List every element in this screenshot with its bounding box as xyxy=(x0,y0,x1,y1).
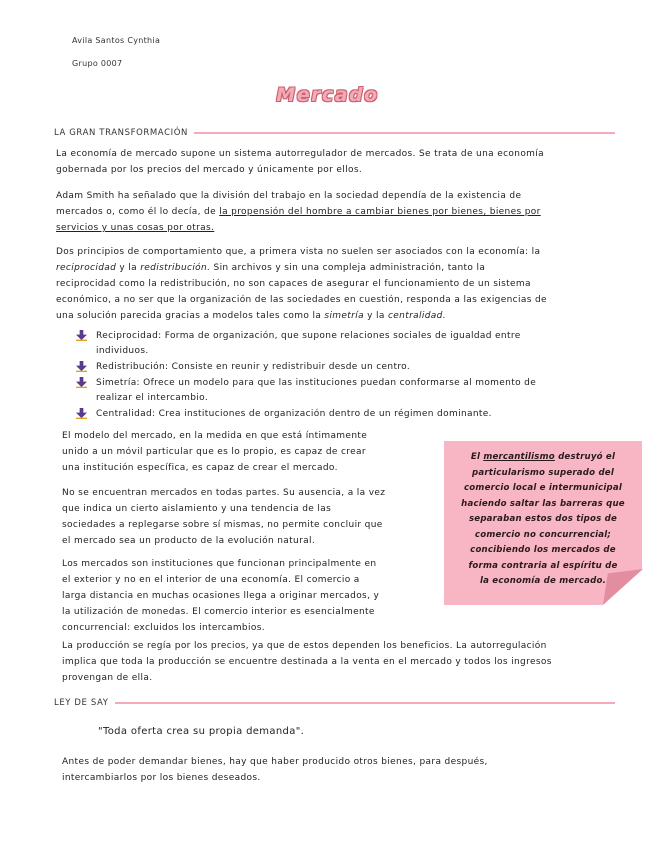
principles-list xyxy=(76,329,596,423)
text-line: el exterior y no en el interior de una economía. El comercio a xyxy=(62,575,360,585)
text-line: Adam Smith ha señalado que la división del trabajo en la sociedad dependía de la existencia de xyxy=(56,191,522,201)
say-quote: "Toda oferta crea su propia demanda". xyxy=(98,726,305,737)
text-line: la utilización de monedas. El comercio interior es esencialmente xyxy=(62,607,375,617)
section-heading-ley-de-say xyxy=(54,698,615,708)
text-line: particularismo superado del xyxy=(472,467,614,478)
section-label: LA GRAN TRANSFORMACIÓN xyxy=(54,128,188,138)
text-line: concurrencial: excluidos los intercambios. xyxy=(62,623,265,633)
underlined-term: mercantilismo xyxy=(483,452,555,462)
text-line: No se encuentran mercados en todas partes. Su ausencia, a la vez xyxy=(62,488,386,498)
group-number: Grupo 0007 xyxy=(72,59,123,68)
text-line: Los mercados son instituciones que funcionan principalmente en xyxy=(62,559,377,569)
text-line: haciendo saltar las barreras que xyxy=(461,498,625,509)
text-line: implica que toda la producción se encuentre destinada a la venta en el mercado y todos los ingresos xyxy=(62,657,552,667)
italic-term: simetría xyxy=(324,311,364,321)
section-divider xyxy=(194,132,615,134)
text-line: Dos principios de comportamiento que, a primera vista no suelen ser asociados con la economía: la xyxy=(56,247,541,257)
arrow-down-bullet-icon xyxy=(76,377,87,388)
section-label: LEY DE SAY xyxy=(54,698,109,708)
list-text: realizar el intercambio. xyxy=(96,393,209,403)
section-divider xyxy=(115,702,615,704)
paragraph-adam-smith xyxy=(56,188,626,236)
list-item-simetria xyxy=(76,376,596,406)
paragraph-economia-mercado xyxy=(56,146,626,178)
list-item-reciprocidad xyxy=(76,329,596,359)
list-text: Redistribución: Consiste en reunir y redistribuir desde un centro. xyxy=(96,362,411,372)
text-line: comercio no concurrencial; xyxy=(474,529,612,540)
text-line xyxy=(448,450,638,466)
text-line: comercio local e intermunicipal xyxy=(464,483,622,493)
text-line xyxy=(56,204,626,220)
list-text: individuos. xyxy=(96,346,149,356)
text-span: destruyó el xyxy=(554,452,616,462)
text-line: provengan de ella. xyxy=(62,673,153,683)
text-span: El xyxy=(470,452,484,462)
sticky-note-text xyxy=(448,450,638,590)
paragraph-ley-say xyxy=(62,754,632,786)
text-line: unido a un móvil particular que es lo propio, es capaz de crear xyxy=(62,447,366,457)
text-line: El modelo del mercado, en la medida en que está íntimamente xyxy=(62,431,368,441)
underlined-quote: servicios y unas cosas por otras. xyxy=(56,223,215,233)
paragraph-instituciones xyxy=(62,556,442,636)
text-line: reciprocidad como la redistribución, no son capaces de asegurar el funcionamiento de un sistema xyxy=(56,279,531,289)
paragraph-modelo-mercado xyxy=(62,428,442,476)
text-span: mercados o, como él lo decía, de xyxy=(56,207,220,217)
text-line: La producción se regía por los precios, ya que de estos dependen los beneficios. La autorregulación xyxy=(62,641,547,651)
text-line xyxy=(56,260,631,276)
text-line: forma contraria al espíritu de xyxy=(468,560,618,571)
italic-term: centralidad. xyxy=(387,311,446,321)
text-line: concibiendo los mercados de xyxy=(470,545,616,555)
list-item-redistribucion xyxy=(76,360,596,375)
underlined-quote: la propensión del hombre a cambiar bienes por bienes, bienes por xyxy=(219,207,541,217)
italic-term: reciprocidad xyxy=(56,263,117,273)
italic-term: redistribución. xyxy=(140,263,211,273)
text-line: una institución específica, es capaz de crear el mercado. xyxy=(62,463,338,473)
text-line xyxy=(56,308,631,324)
page-title: Mercado xyxy=(276,84,379,106)
arrow-down-bullet-icon xyxy=(76,408,87,419)
text-span: y la xyxy=(116,263,141,273)
text-line: económico, a no ser que la organización de las sociedades en cuestión, responda a las exigencias de xyxy=(56,295,547,305)
paragraph-principios xyxy=(56,244,631,324)
text-line: la economía de mercado. xyxy=(479,576,607,586)
paragraph-produccion xyxy=(62,638,632,686)
text-line: intercambiarlos por los bienes deseados. xyxy=(62,773,261,783)
text-line: separaban estos dos tipos de xyxy=(468,514,617,524)
text-span: Sin archivos y sin una compleja administración, tanto la xyxy=(210,263,486,273)
list-text: Simetría: Ofrece un modelo para que las instituciones puedan conformarse al momento de xyxy=(96,378,537,388)
list-item-centralidad xyxy=(76,407,596,422)
author-name: Avila Santos Cynthia xyxy=(72,36,161,45)
text-line: La economía de mercado supone un sistema autorregulador de mercados. Se trata de una economía xyxy=(56,149,545,159)
list-text: Centralidad: Crea instituciones de organización dentro de un régimen dominante. xyxy=(96,409,492,419)
text-span: y la xyxy=(363,311,388,321)
text-line: que indica un cierto aislamiento y una tendencia de las xyxy=(62,504,332,514)
paragraph-ausencia-mercados xyxy=(62,485,442,549)
text-line: sociedades a replegarse sobre sí mismas, no permite concluir que xyxy=(62,520,383,530)
section-heading-gran-transformacion xyxy=(54,128,615,138)
text-line: el mercado sea un producto de la evolución natural. xyxy=(62,536,316,546)
text-span: una solución parecida gracias a modelos tales como la xyxy=(56,311,325,321)
text-line: Antes de poder demandar bienes, hay que haber producido otros bienes, para después, xyxy=(62,757,488,767)
text-line: gobernada por los precios del mercado y únicamente por ellos. xyxy=(56,165,363,175)
arrow-down-bullet-icon xyxy=(76,330,87,341)
arrow-down-bullet-icon xyxy=(76,361,87,372)
text-line: larga distancia en muchas ocasiones llega a originar mercados, y xyxy=(62,591,380,601)
list-text: Reciprocidad: Forma de organización, que supone relaciones sociales de igualdad entre xyxy=(96,331,521,341)
